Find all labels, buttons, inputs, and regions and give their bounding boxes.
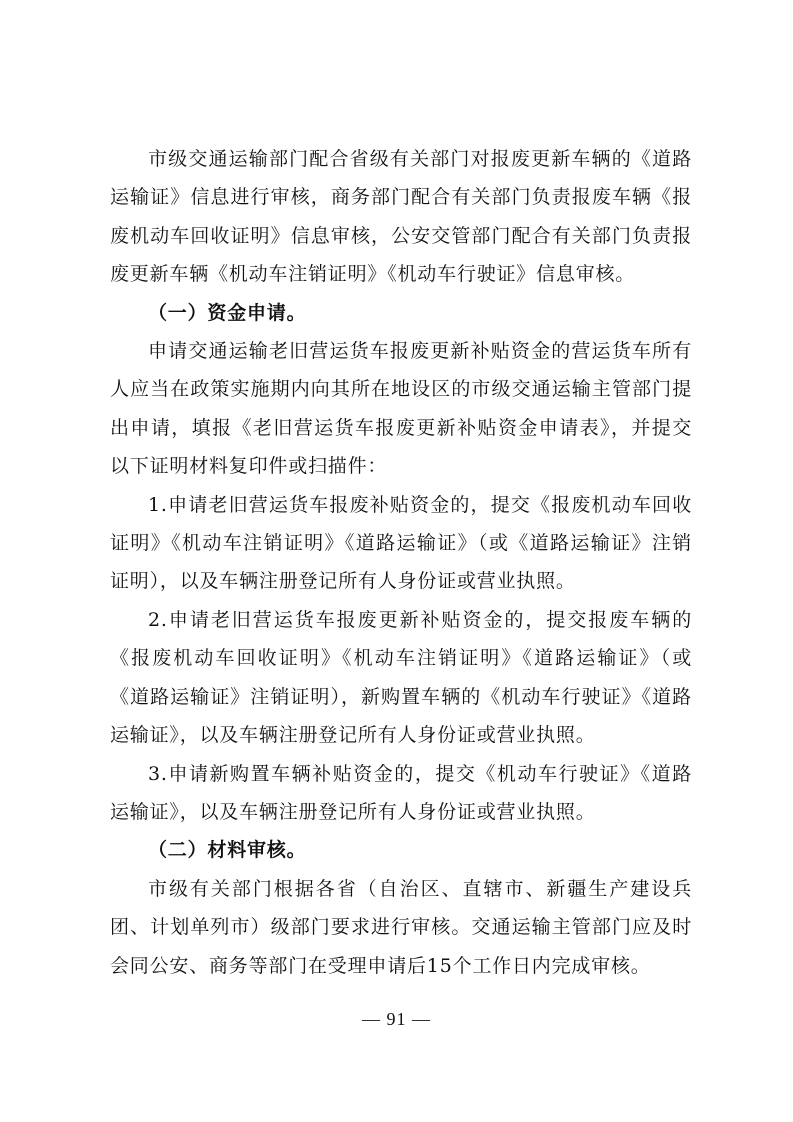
paragraph-application-requirements: 申请交通运输老旧营运货车报废更新补贴资金的营运货车所有人应当在政策实施期内向其所在地设区的市级交通运输主管部门提出申请，填报《老旧营运货车报废更新补贴资金申请表》，并提交以下证明材料复印件或扫描件： (110, 340, 692, 478)
document-body (110, 140, 692, 985)
section-heading-material-review: （二）材料审核。 (148, 839, 307, 862)
list-item-scrap-subsidy: 1.申请老旧营运货车报废补贴资金的，提交《报废机动车回收证明》《机动车注销证明》《道路运输证》（或《道路运输证》注销证明），以及车辆注册登记所有人身份证或营业执照。 (110, 493, 692, 593)
paragraph-review-responsibilities: 市级交通运输部门配合省级有关部门对报废更新车辆的《道路运输证》信息进行审核，商务部门配合有关部门负责报废车辆《报废机动车回收证明》信息审核，公安交管部门配合有关部门负责报废更新车辆《机动车注销证明》《机动车行驶证》信息审核。 (110, 148, 692, 286)
page-number: — 91 — (362, 1009, 431, 1029)
list-item-new-vehicle-subsidy: 3.申请新购置车辆补贴资金的，提交《机动车行驶证》《道路运输证》，以及车辆注册登记所有人身份证或营业执照。 (110, 762, 692, 823)
paragraph-review-procedure: 市级有关部门根据各省（自治区、直辖市、新疆生产建设兵团、计划单列市）级部门要求进行审核。交通运输主管部门应及时会同公安、商务等部门在受理申请后15个工作日内完成审核。 (110, 877, 692, 977)
list-item-scrap-renewal-subsidy: 2.申请老旧营运货车报废更新补贴资金的，提交报废车辆的《报废机动车回收证明》《机动车注销证明》《道路运输证》（或《道路运输证》注销证明），新购置车辆的《机动车行驶证》《道路运输证》，以及车辆注册登记所有人身份证或营业执照。 (110, 608, 692, 747)
section-heading-fund-application: （一）资金申请。 (148, 301, 307, 324)
